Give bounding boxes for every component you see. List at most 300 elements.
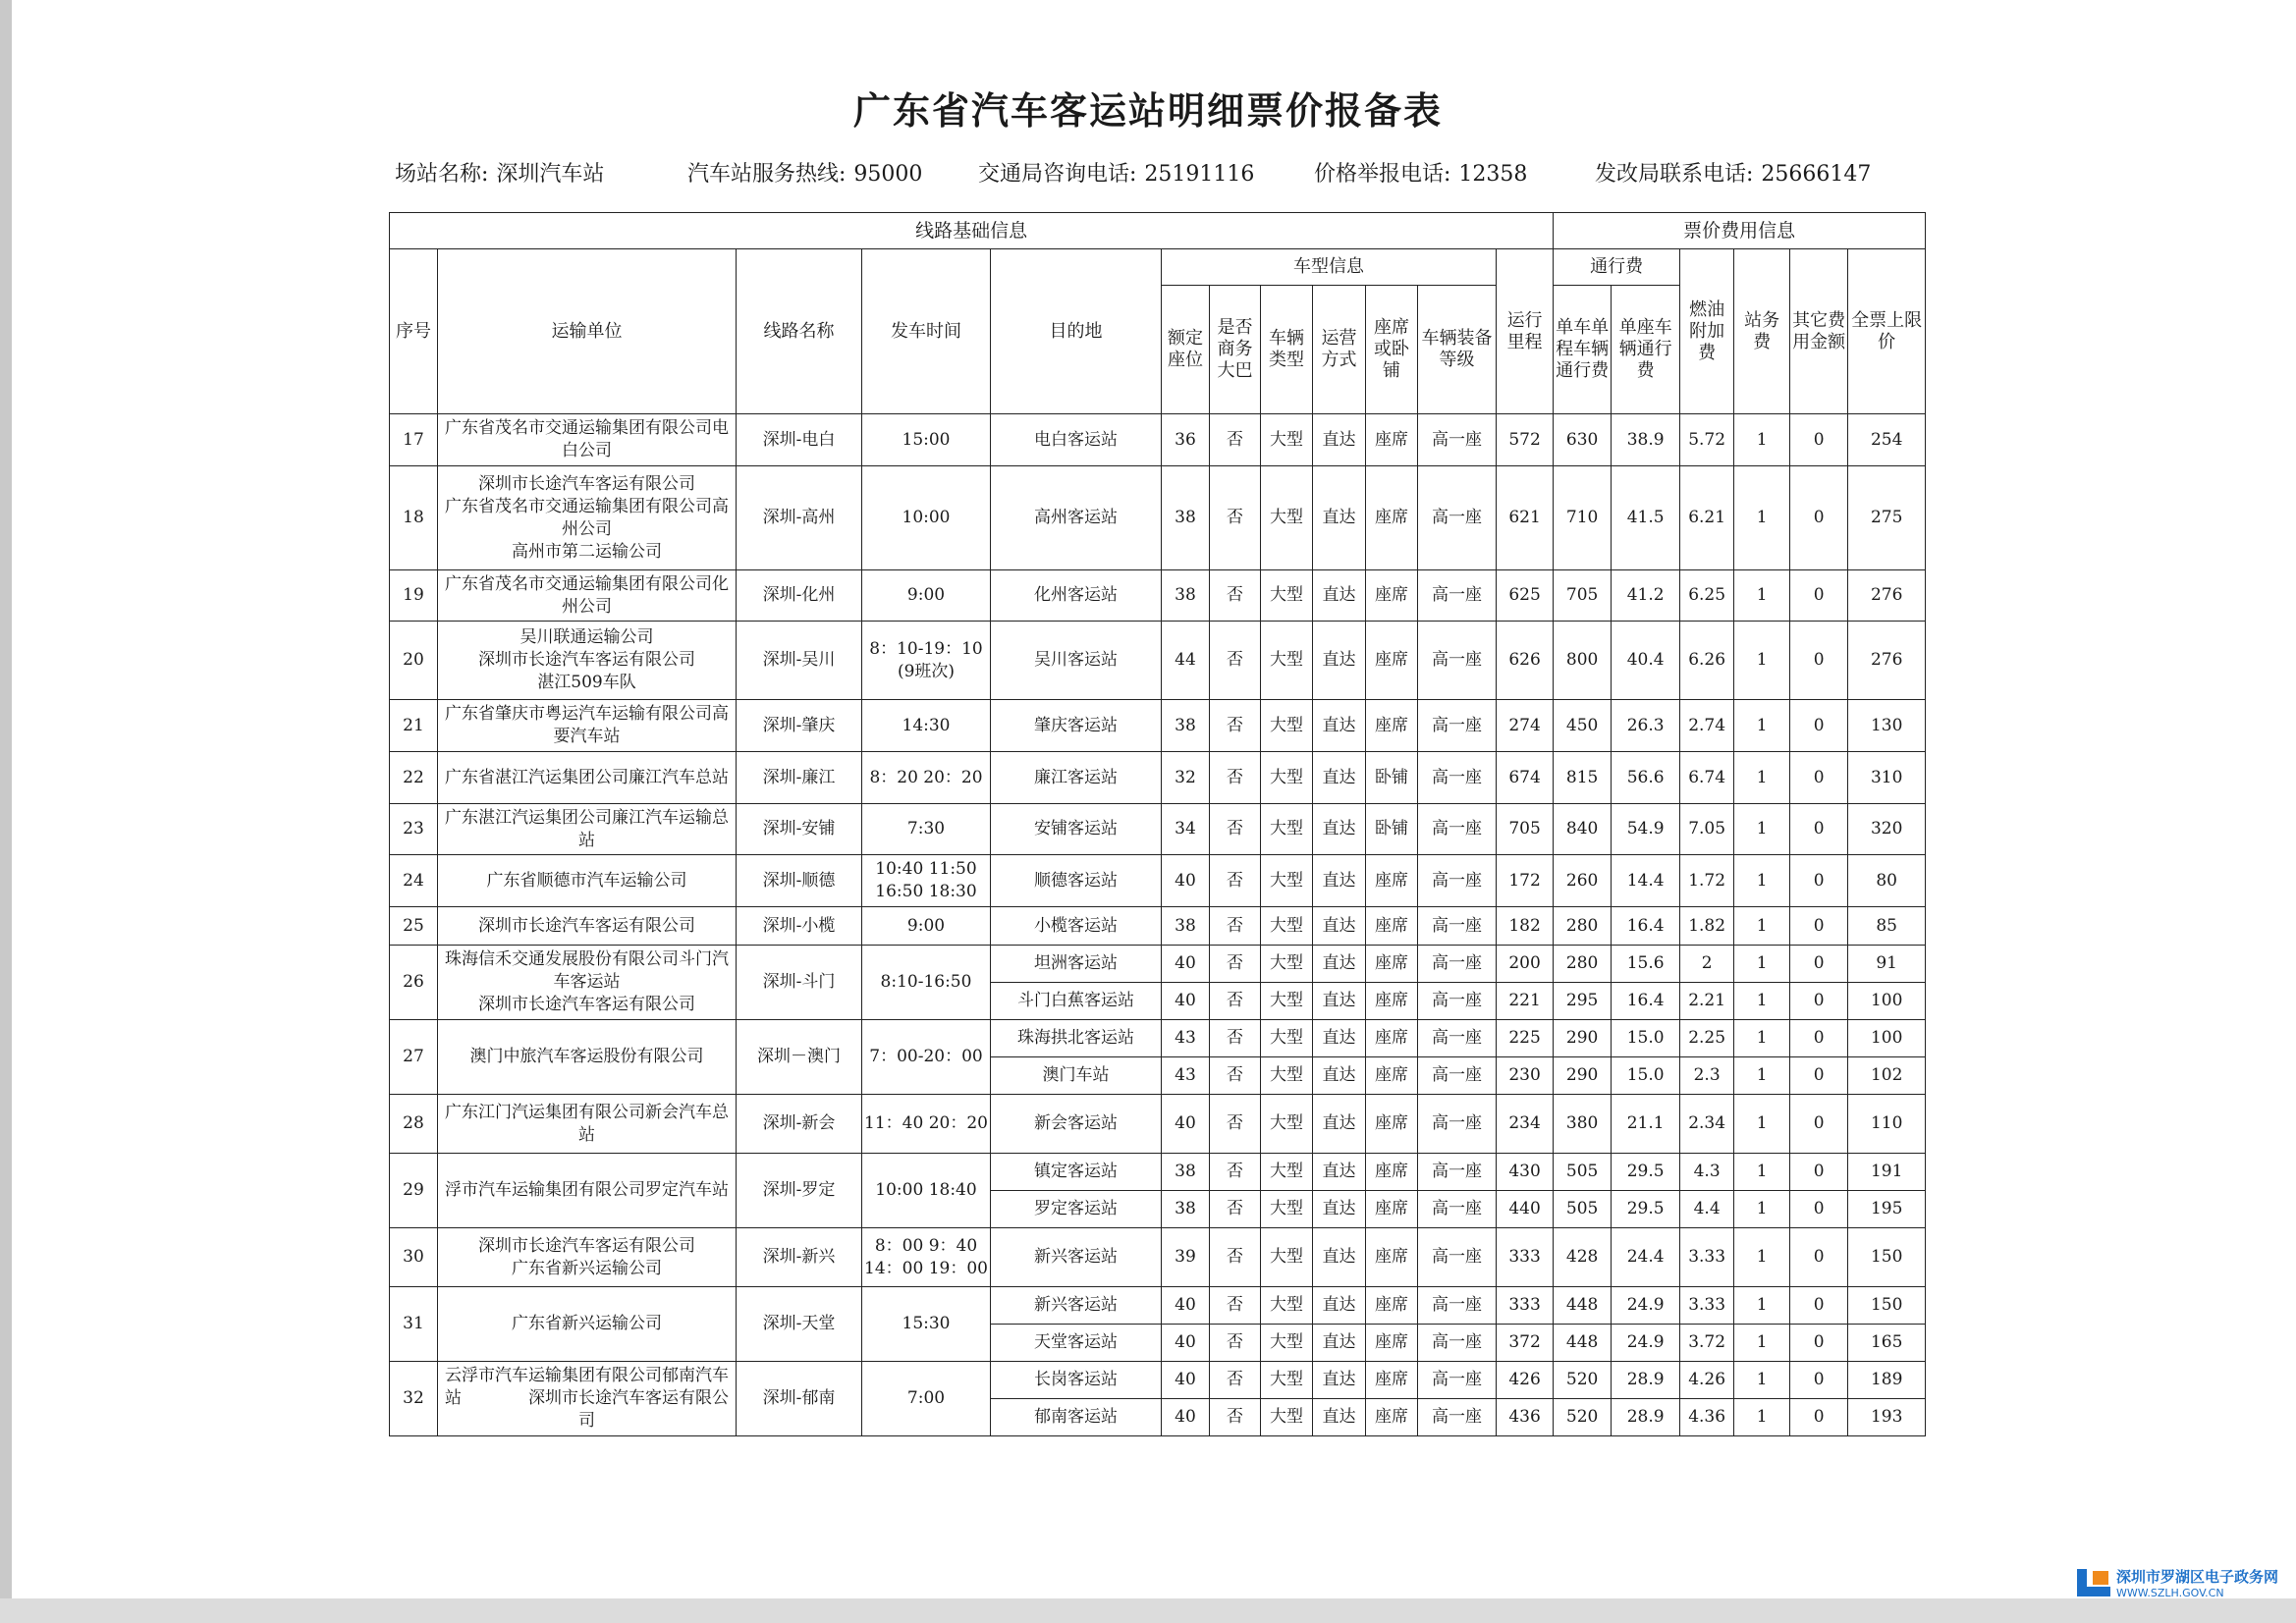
toll-vehicle-cell: 710 [1554, 466, 1612, 570]
vehicle-type-cell: 大型 [1261, 1154, 1313, 1191]
seat-type-cell: 座席 [1366, 1095, 1418, 1154]
toll-header: 通行费 [1554, 249, 1680, 286]
vehicle-type-cell: 大型 [1261, 946, 1313, 983]
mileage-cell: 436 [1497, 1399, 1554, 1436]
vehicle-type-cell: 大型 [1261, 1287, 1313, 1325]
operation-mode-cell: 直达 [1313, 1020, 1366, 1057]
operation-mode-cell: 直达 [1313, 414, 1366, 466]
toll-vehicle-cell: 380 [1554, 1095, 1612, 1154]
grade-cell: 高一座 [1418, 1191, 1497, 1228]
depart-time-cell: 8：00 9：40 14：00 19：00 [862, 1228, 991, 1287]
other-fee-cell: 0 [1790, 1191, 1848, 1228]
other-fee-cell: 0 [1790, 466, 1848, 570]
seat-type-cell: 座席 [1366, 1191, 1418, 1228]
other-fee-cell: 0 [1790, 752, 1848, 804]
seq-cell: 27 [390, 1020, 438, 1095]
other-fee-cell: 0 [1790, 622, 1848, 700]
seq-cell: 17 [390, 414, 438, 466]
mileage-cell: 440 [1497, 1191, 1554, 1228]
business-cell: 否 [1210, 1057, 1261, 1095]
fuel-cell: 3.72 [1680, 1325, 1734, 1362]
station-fee-cell: 1 [1734, 1020, 1790, 1057]
col-destination: 目的地 [991, 249, 1162, 414]
grade-cell: 高一座 [1418, 1154, 1497, 1191]
vehicle-type-cell: 大型 [1261, 414, 1313, 466]
scan-edge-bottom [0, 1598, 2296, 1623]
other-fee-cell: 0 [1790, 855, 1848, 907]
carrier-cell: 云浮市汽车运输集团有限公司郁南汽车站 深圳市长途汽车客运有限公司 [438, 1362, 737, 1436]
vehicle-type-cell: 大型 [1261, 855, 1313, 907]
mileage-cell: 333 [1497, 1287, 1554, 1325]
seat-type-cell: 座席 [1366, 466, 1418, 570]
table-row [390, 1362, 1926, 1399]
fuel-cell: 3.33 [1680, 1228, 1734, 1287]
table-row [390, 1154, 1926, 1191]
business-cell: 否 [1210, 983, 1261, 1020]
col-depart: 发车时间 [862, 249, 991, 414]
business-cell: 否 [1210, 855, 1261, 907]
carrier-cell: 浮市汽车运输集团有限公司罗定汽车站 [438, 1154, 737, 1228]
station-fee-cell: 1 [1734, 1154, 1790, 1191]
seat-type-cell: 座席 [1366, 570, 1418, 622]
mileage-cell: 200 [1497, 946, 1554, 983]
mileage-cell: 274 [1497, 700, 1554, 752]
fuel-cell: 6.26 [1680, 622, 1734, 700]
grade-cell: 高一座 [1418, 752, 1497, 804]
other-fee-cell: 0 [1790, 946, 1848, 983]
business-cell: 否 [1210, 946, 1261, 983]
grade-cell: 高一座 [1418, 1228, 1497, 1287]
station-fee-cell: 1 [1734, 1095, 1790, 1154]
vehicle-type-cell: 大型 [1261, 1362, 1313, 1399]
document-title: 广东省汽车客运站明细票价报备表 [852, 89, 1443, 133]
table-row [390, 907, 1926, 946]
seat-type-cell: 座席 [1366, 1154, 1418, 1191]
fuel-cell: 6.25 [1680, 570, 1734, 622]
toll-vehicle-cell: 520 [1554, 1399, 1612, 1436]
route-cell: 深圳-小榄 [737, 907, 862, 946]
vehicle-type-cell: 大型 [1261, 1191, 1313, 1228]
mileage-cell: 221 [1497, 983, 1554, 1020]
toll-seat-cell: 26.3 [1612, 700, 1680, 752]
col-price-cap: 全票上限价 [1848, 249, 1926, 414]
business-cell: 否 [1210, 1287, 1261, 1325]
mileage-cell: 172 [1497, 855, 1554, 907]
seats-cell: 38 [1162, 466, 1210, 570]
toll-vehicle-cell: 260 [1554, 855, 1612, 907]
other-fee-cell: 0 [1790, 1399, 1848, 1436]
price-cap-cell: 195 [1848, 1191, 1926, 1228]
grade-cell: 高一座 [1418, 1399, 1497, 1436]
depart-time-cell: 14:30 [862, 700, 991, 752]
seat-type-cell: 座席 [1366, 1287, 1418, 1325]
grade-cell: 高一座 [1418, 700, 1497, 752]
toll-seat-cell: 16.4 [1612, 983, 1680, 1020]
price-cap-cell: 150 [1848, 1287, 1926, 1325]
destination-cell: 电白客运站 [991, 414, 1162, 466]
grade-cell: 高一座 [1418, 1287, 1497, 1325]
seats-cell: 40 [1162, 1287, 1210, 1325]
vehicle-type-cell: 大型 [1261, 907, 1313, 946]
seats-cell: 43 [1162, 1020, 1210, 1057]
mileage-cell: 426 [1497, 1362, 1554, 1399]
grade-cell: 高一座 [1418, 622, 1497, 700]
grade-cell: 高一座 [1418, 1362, 1497, 1399]
toll-vehicle-cell: 428 [1554, 1228, 1612, 1287]
mileage-cell: 621 [1497, 466, 1554, 570]
destination-cell: 安铺客运站 [991, 804, 1162, 855]
mileage-cell: 674 [1497, 752, 1554, 804]
col-seat-type: 座席或卧铺 [1366, 286, 1418, 414]
fuel-cell: 7.05 [1680, 804, 1734, 855]
toll-seat-cell: 14.4 [1612, 855, 1680, 907]
toll-seat-cell: 29.5 [1612, 1154, 1680, 1191]
operation-mode-cell: 直达 [1313, 1095, 1366, 1154]
station-name: 场站名称: 深圳汽车站 [395, 162, 605, 187]
depart-time-cell: 10:00 18:40 [862, 1154, 991, 1228]
station-fee-cell: 1 [1734, 1191, 1790, 1228]
watermark [2077, 1566, 2278, 1599]
destination-cell: 长岗客运站 [991, 1362, 1162, 1399]
other-fee-cell: 0 [1790, 907, 1848, 946]
toll-seat-cell: 28.9 [1612, 1362, 1680, 1399]
destination-cell: 高州客运站 [991, 466, 1162, 570]
mileage-cell: 230 [1497, 1057, 1554, 1095]
station-fee-cell: 1 [1734, 1057, 1790, 1095]
station-fee-cell: 1 [1734, 1287, 1790, 1325]
station-fee-cell: 1 [1734, 1399, 1790, 1436]
operation-mode-cell: 直达 [1313, 700, 1366, 752]
price-cap-cell: 150 [1848, 1228, 1926, 1287]
price-cap-cell: 275 [1848, 466, 1926, 570]
price-cap-cell: 85 [1848, 907, 1926, 946]
route-cell: 深圳-吴川 [737, 622, 862, 700]
table-row [390, 752, 1926, 804]
col-operation-mode: 运营方式 [1313, 286, 1366, 414]
other-fee-cell: 0 [1790, 983, 1848, 1020]
seq-cell: 23 [390, 804, 438, 855]
fuel-cell: 2 [1680, 946, 1734, 983]
destination-cell: 珠海拱北客运站 [991, 1020, 1162, 1057]
vehicle-type-cell: 大型 [1261, 1057, 1313, 1095]
grade-cell: 高一座 [1418, 1095, 1497, 1154]
seats-cell: 40 [1162, 946, 1210, 983]
price-cap-cell: 310 [1848, 752, 1926, 804]
carrier-cell: 广东省肇庆市粤运汽车运输有限公司高要汽车站 [438, 700, 737, 752]
fuel-cell: 2.25 [1680, 1020, 1734, 1057]
station-fee-cell: 1 [1734, 946, 1790, 983]
seq-cell: 22 [390, 752, 438, 804]
business-cell: 否 [1210, 622, 1261, 700]
price-cap-cell: 276 [1848, 570, 1926, 622]
route-cell: 深圳-电白 [737, 414, 862, 466]
seat-type-cell: 座席 [1366, 907, 1418, 946]
price-cap-cell: 100 [1848, 1020, 1926, 1057]
business-cell: 否 [1210, 414, 1261, 466]
route-cell: 深圳-安铺 [737, 804, 862, 855]
seat-type-cell: 座席 [1366, 983, 1418, 1020]
seats-cell: 44 [1162, 622, 1210, 700]
operation-mode-cell: 直达 [1313, 1287, 1366, 1325]
col-station-fee: 站务费 [1734, 249, 1790, 414]
fuel-cell: 6.21 [1680, 466, 1734, 570]
price-cap-cell: 102 [1848, 1057, 1926, 1095]
fuel-cell: 4.3 [1680, 1154, 1734, 1191]
toll-vehicle-cell: 800 [1554, 622, 1612, 700]
station-fee-cell: 1 [1734, 1325, 1790, 1362]
toll-vehicle-cell: 630 [1554, 414, 1612, 466]
seats-cell: 38 [1162, 1191, 1210, 1228]
fuel-cell: 2.3 [1680, 1057, 1734, 1095]
seq-cell: 30 [390, 1228, 438, 1287]
route-cell: 深圳-新会 [737, 1095, 862, 1154]
route-cell: 深圳-郁南 [737, 1362, 862, 1436]
toll-seat-cell: 21.1 [1612, 1095, 1680, 1154]
fuel-cell: 2.74 [1680, 700, 1734, 752]
depart-time-cell: 15:00 [862, 414, 991, 466]
price-cap-cell: 254 [1848, 414, 1926, 466]
depart-time-cell: 7：00-20：00 [862, 1020, 991, 1095]
seats-cell: 38 [1162, 907, 1210, 946]
operation-mode-cell: 直达 [1313, 1362, 1366, 1399]
business-cell: 否 [1210, 1191, 1261, 1228]
business-cell: 否 [1210, 570, 1261, 622]
station-fee-cell: 1 [1734, 855, 1790, 907]
destination-cell: 小榄客运站 [991, 907, 1162, 946]
table-row [390, 570, 1926, 622]
luohu-logo-icon [2077, 1567, 2110, 1598]
destination-cell: 吴川客运站 [991, 622, 1162, 700]
watermark-url: WWW.SZLH.GOV.CN [2116, 1587, 2224, 1599]
route-cell: 深圳-天堂 [737, 1287, 862, 1362]
seats-cell: 38 [1162, 570, 1210, 622]
table-row [390, 700, 1926, 752]
seq-cell: 21 [390, 700, 438, 752]
station-fee-cell: 1 [1734, 414, 1790, 466]
col-carrier: 运输单位 [438, 249, 737, 414]
watermark-name: 深圳市罗湖区电子政务网 [2116, 1568, 2279, 1586]
operation-mode-cell: 直达 [1313, 1154, 1366, 1191]
toll-seat-cell: 40.4 [1612, 622, 1680, 700]
seat-type-cell: 座席 [1366, 1399, 1418, 1436]
carrier-cell: 广东湛江汽运集团公司廉江汽车运输总站 [438, 804, 737, 855]
price-cap-cell: 193 [1848, 1399, 1926, 1436]
price-cap-cell: 91 [1848, 946, 1926, 983]
business-cell: 否 [1210, 1154, 1261, 1191]
business-cell: 否 [1210, 1228, 1261, 1287]
destination-cell: 坦洲客运站 [991, 946, 1162, 983]
grade-cell: 高一座 [1418, 466, 1497, 570]
station-fee-cell: 1 [1734, 622, 1790, 700]
price-cap-cell: 165 [1848, 1325, 1926, 1362]
business-cell: 否 [1210, 804, 1261, 855]
toll-seat-cell: 24.9 [1612, 1325, 1680, 1362]
table-row [390, 855, 1926, 907]
operation-mode-cell: 直达 [1313, 1325, 1366, 1362]
carrier-cell: 广东省湛江汽运集团公司廉江汽车总站 [438, 752, 737, 804]
operation-mode-cell: 直达 [1313, 804, 1366, 855]
seat-type-cell: 座席 [1366, 1228, 1418, 1287]
toll-vehicle-cell: 705 [1554, 570, 1612, 622]
other-fee-cell: 0 [1790, 1057, 1848, 1095]
price-cap-cell: 276 [1848, 622, 1926, 700]
route-cell: 深圳-新兴 [737, 1228, 862, 1287]
toll-vehicle-cell: 450 [1554, 700, 1612, 752]
seq-cell: 26 [390, 946, 438, 1020]
mileage-cell: 234 [1497, 1095, 1554, 1154]
destination-cell: 斗门白蕉客运站 [991, 983, 1162, 1020]
seat-type-cell: 卧铺 [1366, 752, 1418, 804]
grade-cell: 高一座 [1418, 946, 1497, 983]
business-cell: 否 [1210, 1399, 1261, 1436]
toll-vehicle-cell: 290 [1554, 1057, 1612, 1095]
seat-type-cell: 座席 [1366, 855, 1418, 907]
route-cell: 深圳-高州 [737, 466, 862, 570]
seq-cell: 25 [390, 907, 438, 946]
fuel-cell: 4.36 [1680, 1399, 1734, 1436]
fuel-cell: 4.26 [1680, 1362, 1734, 1399]
scan-edge [0, 0, 12, 1623]
other-fee-cell: 0 [1790, 700, 1848, 752]
route-cell: 深圳-廉江 [737, 752, 862, 804]
table-row [390, 804, 1926, 855]
grade-cell: 高一座 [1418, 1325, 1497, 1362]
seat-type-cell: 座席 [1366, 946, 1418, 983]
toll-seat-cell: 28.9 [1612, 1399, 1680, 1436]
station-fee-cell: 1 [1734, 570, 1790, 622]
table-row [390, 1095, 1926, 1154]
station-fee-cell: 1 [1734, 1362, 1790, 1399]
business-cell: 否 [1210, 1362, 1261, 1399]
other-fee-cell: 0 [1790, 414, 1848, 466]
route-cell: 深圳－澳门 [737, 1020, 862, 1095]
destination-cell: 新兴客运站 [991, 1287, 1162, 1325]
other-fee-cell: 0 [1790, 570, 1848, 622]
col-toll-per-seat: 单座车辆通行费 [1612, 286, 1680, 414]
col-toll-per-vehicle: 单车单程车辆通行费 [1554, 286, 1612, 414]
toll-seat-cell: 56.6 [1612, 752, 1680, 804]
destination-cell: 澳门车站 [991, 1057, 1162, 1095]
carrier-cell: 广东省新兴运输公司 [438, 1287, 737, 1362]
mileage-cell: 626 [1497, 622, 1554, 700]
seats-cell: 32 [1162, 752, 1210, 804]
price-cap-cell: 100 [1848, 983, 1926, 1020]
table-row [390, 466, 1926, 570]
vehicle-type-cell: 大型 [1261, 1095, 1313, 1154]
depart-time-cell: 9:00 [862, 570, 991, 622]
depart-time-cell: 10:40 11:50 16:50 18:30 [862, 855, 991, 907]
vehicle-type-cell: 大型 [1261, 570, 1313, 622]
toll-vehicle-cell: 290 [1554, 1020, 1612, 1057]
operation-mode-cell: 直达 [1313, 983, 1366, 1020]
destination-cell: 顺德客运站 [991, 855, 1162, 907]
ndrc-phone: 发改局联系电话: 25666147 [1595, 162, 1872, 187]
depart-time-cell: 7:00 [862, 1362, 991, 1436]
price-cap-cell: 189 [1848, 1362, 1926, 1399]
seats-cell: 38 [1162, 1154, 1210, 1191]
other-fee-cell: 0 [1790, 1362, 1848, 1399]
toll-vehicle-cell: 280 [1554, 907, 1612, 946]
toll-seat-cell: 16.4 [1612, 907, 1680, 946]
seat-type-cell: 座席 [1366, 622, 1418, 700]
fuel-cell: 5.72 [1680, 414, 1734, 466]
station-fee-cell: 1 [1734, 804, 1790, 855]
price-cap-cell: 320 [1848, 804, 1926, 855]
depart-time-cell: 10:00 [862, 466, 991, 570]
business-cell: 否 [1210, 1095, 1261, 1154]
toll-seat-cell: 15.6 [1612, 946, 1680, 983]
mileage-cell: 705 [1497, 804, 1554, 855]
station-fee-cell: 1 [1734, 700, 1790, 752]
vehicle-type-cell: 大型 [1261, 1228, 1313, 1287]
operation-mode-cell: 直达 [1313, 1399, 1366, 1436]
fuel-cell: 3.33 [1680, 1287, 1734, 1325]
grade-cell: 高一座 [1418, 907, 1497, 946]
vehicle-info-header: 车型信息 [1162, 249, 1497, 286]
grade-cell: 高一座 [1418, 414, 1497, 466]
route-cell: 深圳-罗定 [737, 1154, 862, 1228]
toll-seat-cell: 41.2 [1612, 570, 1680, 622]
carrier-cell: 深圳市长途汽车客运有限公司 [438, 907, 737, 946]
carrier-cell: 澳门中旅汽车客运股份有限公司 [438, 1020, 737, 1095]
depart-time-cell: 8：10-19：10 (9班次) [862, 622, 991, 700]
depart-time-cell: 9:00 [862, 907, 991, 946]
price-cap-cell: 110 [1848, 1095, 1926, 1154]
operation-mode-cell: 直达 [1313, 1057, 1366, 1095]
toll-vehicle-cell: 505 [1554, 1191, 1612, 1228]
business-cell: 否 [1210, 466, 1261, 570]
destination-cell: 肇庆客运站 [991, 700, 1162, 752]
operation-mode-cell: 直达 [1313, 946, 1366, 983]
route-cell: 深圳-顺德 [737, 855, 862, 907]
col-mileage: 运行里程 [1497, 249, 1554, 414]
fuel-cell: 1.72 [1680, 855, 1734, 907]
destination-cell: 廉江客运站 [991, 752, 1162, 804]
toll-seat-cell: 24.9 [1612, 1287, 1680, 1325]
table-row [390, 622, 1926, 700]
other-fee-cell: 0 [1790, 804, 1848, 855]
depart-time-cell: 11：40 20：20 [862, 1095, 991, 1154]
toll-seat-cell: 41.5 [1612, 466, 1680, 570]
fuel-cell: 2.34 [1680, 1095, 1734, 1154]
fare-info-header: 票价费用信息 [1554, 213, 1926, 249]
toll-vehicle-cell: 505 [1554, 1154, 1612, 1191]
seats-cell: 38 [1162, 700, 1210, 752]
carrier-cell: 深圳市长途汽车客运有限公司 广东省新兴运输公司 [438, 1228, 737, 1287]
mileage-cell: 572 [1497, 414, 1554, 466]
seats-cell: 40 [1162, 983, 1210, 1020]
vehicle-type-cell: 大型 [1261, 752, 1313, 804]
carrier-cell: 吴川联通运输公司 深圳市长途汽车客运有限公司 湛江509车队 [438, 622, 737, 700]
toll-vehicle-cell: 280 [1554, 946, 1612, 983]
grade-cell: 高一座 [1418, 1020, 1497, 1057]
vehicle-type-cell: 大型 [1261, 1399, 1313, 1436]
mileage-cell: 333 [1497, 1228, 1554, 1287]
depart-time-cell: 8：20 20：20 [862, 752, 991, 804]
carrier-cell: 广东江门汽运集团有限公司新会汽车总站 [438, 1095, 737, 1154]
toll-seat-cell: 54.9 [1612, 804, 1680, 855]
station-fee-cell: 1 [1734, 466, 1790, 570]
seq-cell: 19 [390, 570, 438, 622]
price-cap-cell: 130 [1848, 700, 1926, 752]
grade-cell: 高一座 [1418, 855, 1497, 907]
toll-vehicle-cell: 295 [1554, 983, 1612, 1020]
grade-cell: 高一座 [1418, 1057, 1497, 1095]
fuel-cell: 6.74 [1680, 752, 1734, 804]
fuel-cell: 4.4 [1680, 1191, 1734, 1228]
toll-vehicle-cell: 815 [1554, 752, 1612, 804]
seq-cell: 31 [390, 1287, 438, 1362]
